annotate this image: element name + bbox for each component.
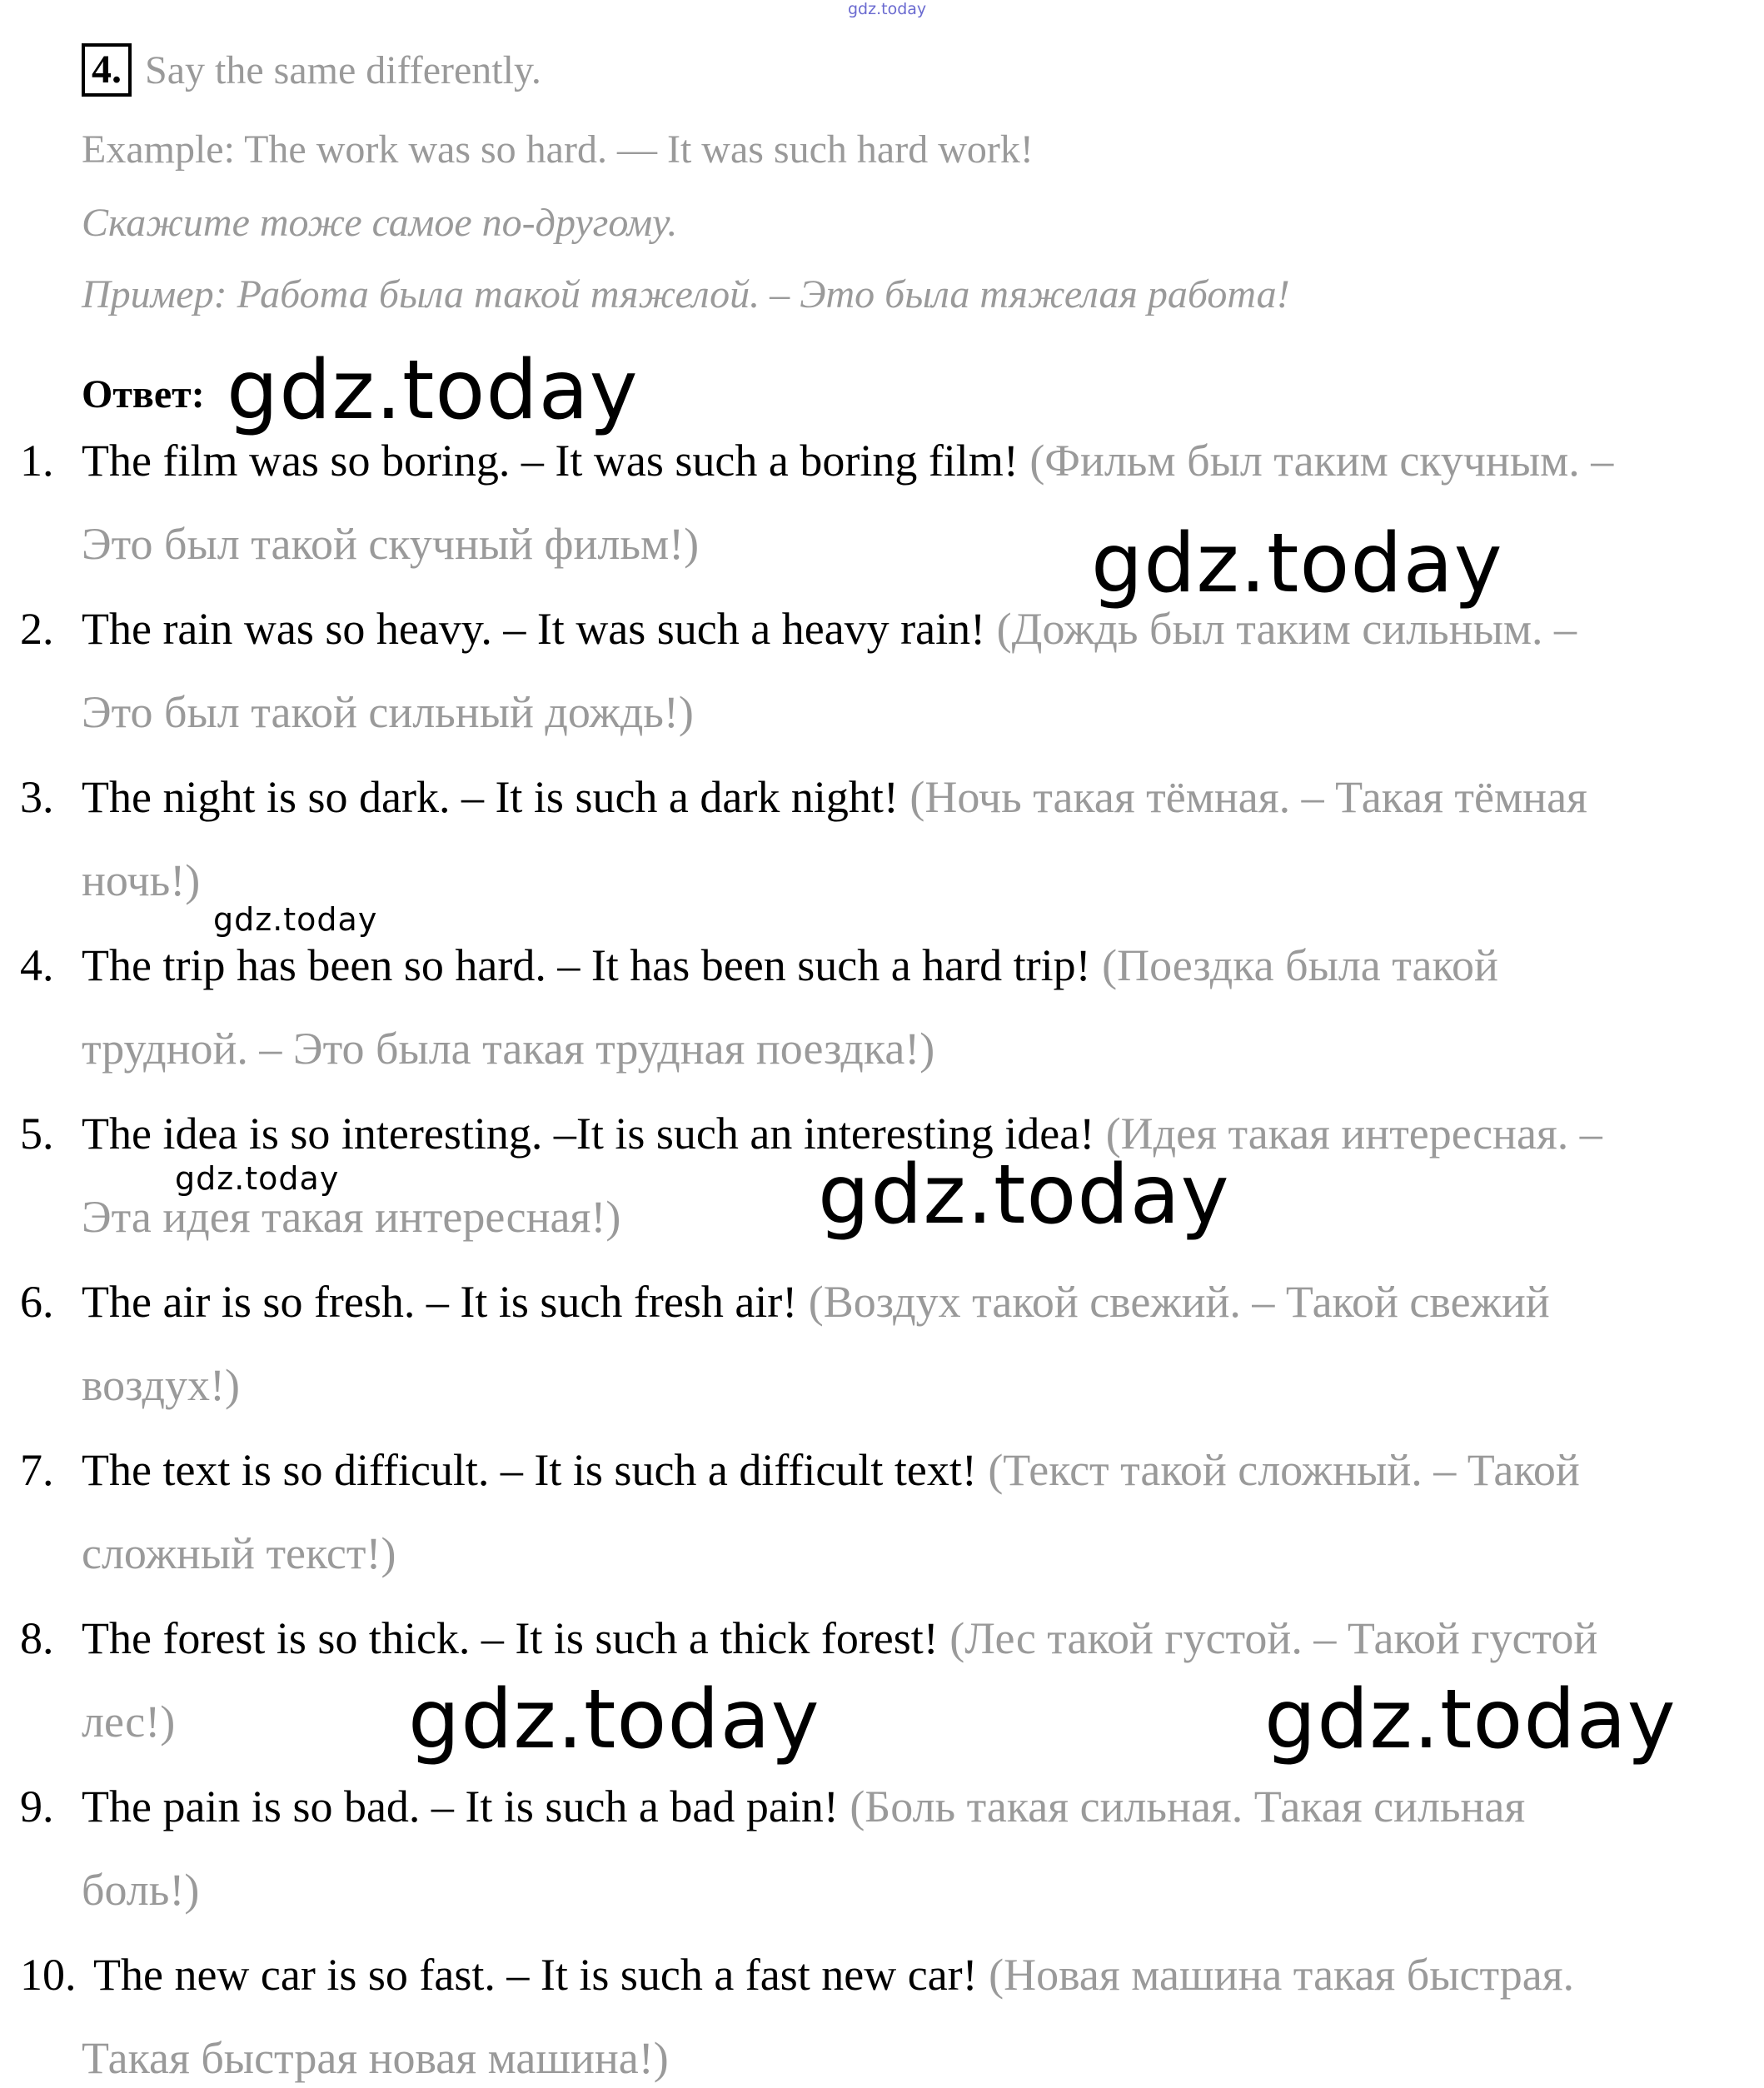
item-russian-start: (Боль такая сильная. Такая сильная	[838, 1782, 1526, 1831]
item-english: The film was so boring. – It was such a boring film!	[82, 436, 1019, 486]
watermark: gdz.today	[175, 1160, 340, 1197]
item-english: The new car is so fast. – It is such a fast new car!	[93, 1950, 978, 2000]
item-russian-start: (Ночь такая тёмная. – Такая тёмная	[898, 772, 1587, 822]
item-russian-start: (Дождь был таким сильным. –	[985, 604, 1577, 654]
item-number: 1.	[20, 436, 54, 486]
item-english: The forest is so thick. – It is such a thick forest!	[82, 1613, 939, 1663]
watermark: gdz.today	[227, 343, 639, 438]
watermark: gdz.today	[408, 1672, 820, 1767]
item-number: 8.	[20, 1613, 54, 1663]
item-russian-end: Это был такой сильный дождь!)	[82, 687, 694, 737]
watermark: gdz.today	[1091, 516, 1503, 611]
item-russian-end: трудной. – Это была такая трудная поездка!)	[82, 1024, 935, 1074]
item-number: 10.	[20, 1950, 77, 2000]
item-number: 4.	[20, 940, 54, 990]
task-title-ru: Скажите тоже самое по-другому.	[82, 201, 678, 245]
top-watermark: gdz.today	[848, 0, 927, 18]
item-russian-start: (Поездка была такой	[1090, 940, 1498, 990]
item-russian-start: (Идея такая интересная. –	[1094, 1109, 1602, 1159]
item-russian-start: (Новая машина такая быстрая.	[977, 1950, 1575, 2000]
item-number: 3.	[20, 772, 54, 822]
task-example-ru: Пример: Работа была такой тяжелой. – Это была тяжелая работа!	[82, 272, 1290, 316]
item-number: 2.	[20, 604, 54, 654]
item-english: The rain was so heavy. – It was such a heavy rain!	[82, 604, 986, 654]
task-number: 4.	[82, 43, 132, 97]
watermark: gdz.today	[1264, 1672, 1677, 1767]
item-russian-end: сложный текст!)	[82, 1528, 396, 1578]
item-russian-start: (Фильм был таким скучным. –	[1018, 436, 1614, 486]
item-russian-start: (Текст такой сложный. – Такой	[976, 1445, 1580, 1495]
task-title: Say the same differently.	[145, 47, 541, 92]
item-russian-end: лес!)	[82, 1697, 176, 1747]
item-russian-end: Это был такой скучный фильм!)	[82, 519, 700, 569]
item-english: The pain is so bad. – It is such a bad pain!	[82, 1782, 839, 1831]
item-russian-start: (Воздух такой свежий. – Такой свежий	[797, 1277, 1550, 1327]
item-english: The text is so difficult. – It is such a difficult text!	[82, 1445, 977, 1495]
item-number: 5.	[20, 1109, 54, 1159]
item-russian-end: воздух!)	[82, 1360, 240, 1410]
item-russian-end: боль!)	[82, 1865, 200, 1915]
task-example: Example: The work was so hard. — It was such hard work!	[82, 127, 1034, 172]
item-russian-end: Эта идея такая интересная!)	[82, 1192, 621, 1242]
item-english: The night is so dark. – It is such a dark night!	[82, 772, 899, 822]
item-english: The idea is so interesting. –It is such an interesting idea!	[82, 1109, 1095, 1159]
item-english: The trip has been so hard. – It has been such a hard trip!	[82, 940, 1091, 990]
item-russian-start: (Лес такой густой. – Такой густой	[938, 1613, 1598, 1663]
answer-label: Ответ:	[82, 372, 205, 416]
task-header	[82, 43, 541, 97]
watermark: gdz.today	[213, 901, 378, 938]
item-number: 9.	[20, 1782, 54, 1831]
item-english: The air is so fresh. – It is such fresh air!	[82, 1277, 798, 1327]
item-number: 6.	[20, 1277, 54, 1327]
item-russian-end: Такая быстрая новая машина!)	[82, 2033, 669, 2083]
item-number: 7.	[20, 1445, 54, 1495]
item-russian-end: ночь!)	[82, 855, 201, 905]
watermark: gdz.today	[818, 1148, 1230, 1243]
